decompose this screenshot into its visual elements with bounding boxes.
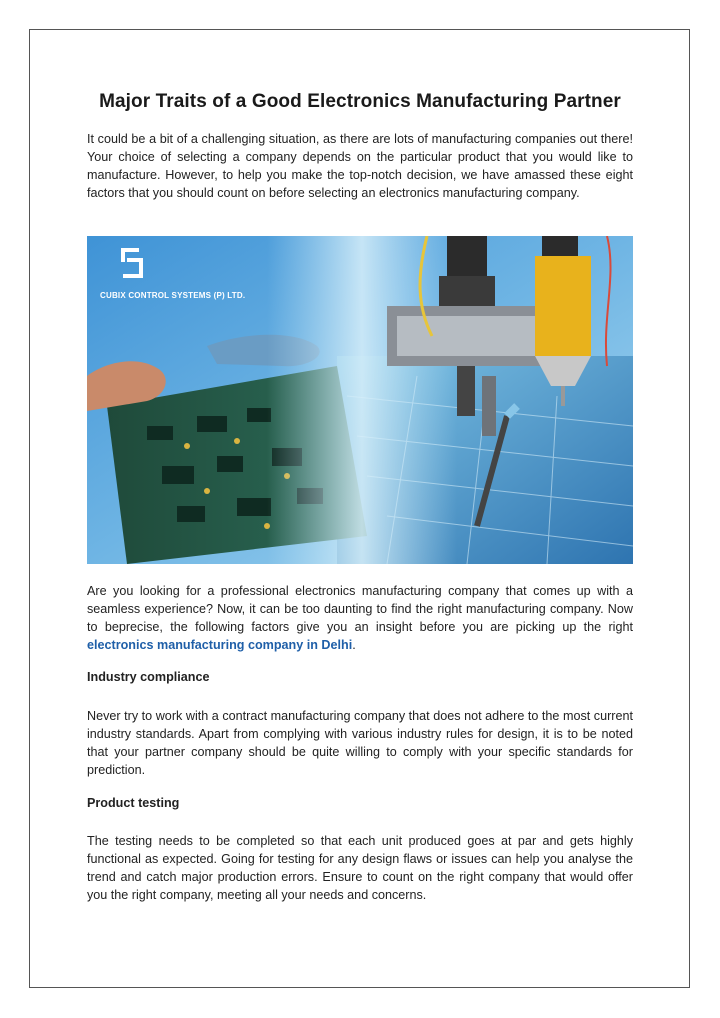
document-content [87, 90, 633, 902]
body-paragraph-2 [87, 582, 633, 654]
section-heading-industry-compliance: Industry compliance [87, 670, 210, 684]
paragraph2-text: Are you looking for a professional electronics manufacturing company that comes up with a seamless experience? Now, it can be too daunting to find the right manufacturing company. Now to beprecise, the following factors give you an insight before you are picking up the right [87, 584, 633, 634]
hero-image [87, 236, 633, 564]
product-testing-paragraph: The testing needs to be completed so that each unit produced goes at par and gets highly functional as expected. Going for testing for any design flaws or issues can help you analyse the trend and catch major production errors. Ensure to count on the right company that would offer you the right company, meeting all your needs and concerns. [87, 834, 633, 902]
hero-brand-text: CUBIX CONTROL SYSTEMS (P) LTD. [100, 291, 246, 300]
section-heading-product-testing: Product testing [87, 796, 180, 810]
intro-paragraph: It could be a bit of a challenging situation, as there are lots of manufacturing companies out there! Your choice of selecting a company depends on the particular product that you would like to manufacture. However, to help you make the top-notch decision, we have amassed these eight factors that you should count on before selecting an electronics manufacturing company. [87, 132, 633, 200]
paragraph2-period: . [352, 638, 356, 652]
delhi-company-link[interactable]: electronics manufacturing company in Delhi [87, 638, 353, 652]
page-title: Major Traits of a Good Electronics Manufacturing Partner [99, 91, 621, 112]
industry-compliance-paragraph: Never try to work with a contract manufacturing company that does not adhere to the most current industry standards. Apart from complying with various industry rules for design, it is to be noted that your partner company should be quite willing to comply with your specific standards for prediction. [87, 709, 633, 777]
